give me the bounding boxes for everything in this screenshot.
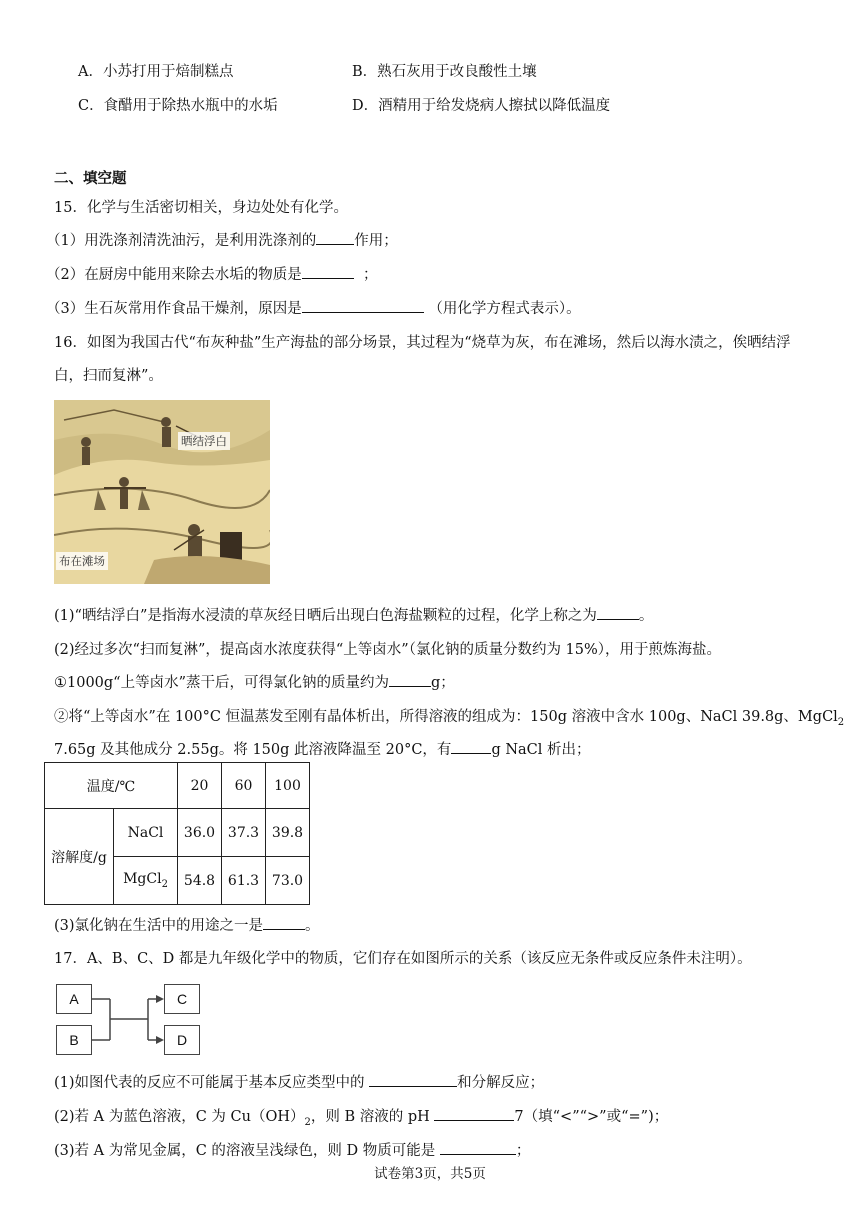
q15-part3: （3）生石灰常用作食品干燥剂，原因是 （用化学方程式表示）。 <box>46 297 581 318</box>
table-value-cell: 39.8 <box>266 809 310 857</box>
table-mgcl2-label: MgCl$_2$ <box>114 857 178 905</box>
diagram-box-b: B <box>56 1025 92 1055</box>
answer-blank[interactable] <box>451 739 491 754</box>
answer-blank[interactable] <box>440 1140 516 1155</box>
table-value-cell: 73.0 <box>266 857 310 905</box>
option-d: D．酒精用于给发烧病人擦拭以降低温度 <box>352 98 611 114</box>
q15-stem: 15．化学与生活密切相关，身边处处有化学。 <box>54 200 348 216</box>
table-nacl-label: NaCl <box>114 809 178 857</box>
answer-blank[interactable] <box>434 1106 514 1121</box>
q16-part1: (1)“晒结浮白”是指海水浸渍的草灰经日晒后出现白色海盐颗粒的过程，化学上称之为 。 <box>54 604 653 625</box>
caption-bu-zai-tan-chang: 布在滩场 <box>56 552 108 570</box>
table-value-cell: 54.8 <box>178 857 222 905</box>
table-temp-header: 温度/℃ <box>45 763 178 809</box>
answer-blank[interactable] <box>369 1072 457 1087</box>
q16-part2b-line1: ②将“上等卤水”在 100°C 恒温蒸发至刚有晶体析出，所得溶液的组成为：150g 溶液中含水 100g、NaCl 39.8g、MgCl$_2$ <box>54 709 845 728</box>
q15-part2: （2）在厨房中能用来除去水垢的物质是 ； <box>46 263 377 284</box>
answer-blank[interactable] <box>389 672 431 687</box>
q16-part2b-line2: 7.65g 及其他成分 2.55g。将 150g 此溶液降温至 20°C，有 g NaCl 析出； <box>54 738 591 759</box>
solubility-table <box>44 762 310 905</box>
option-b: B．熟石灰用于改良酸性土壤 <box>352 64 537 80</box>
answer-blank[interactable] <box>263 915 305 930</box>
option-a: A．小苏打用于焙制糕点 <box>78 64 234 80</box>
diagram-box-c: C <box>164 984 200 1014</box>
q16-part2: (2)经过多次“扫而复淋”，提高卤水浓度获得“上等卤水”（氯化钠的质量分数约为 15%），用于煎炼海盐。 <box>54 642 722 658</box>
option-c: C．食醋用于除热水瓶中的水垢 <box>78 98 278 114</box>
table-temp-cell: 100 <box>266 763 310 809</box>
q17-part3: (3)若 A 为常见金属，C 的溶液呈浅绿色，则 D 物质可能是 ； <box>54 1139 530 1160</box>
q16-stem-line2: 白，扫而复淋”。 <box>54 368 163 384</box>
caption-shai-jie-fu-bai: 晒结浮白 <box>178 432 230 450</box>
table-value-cell: 36.0 <box>178 809 222 857</box>
answer-blank[interactable] <box>302 298 424 313</box>
q15-part1: （1）用洗涤剂清洗油污，是利用洗涤剂的 作用； <box>46 229 398 250</box>
answer-blank[interactable] <box>302 264 354 279</box>
q17-stem: 17．A、B、C、D 都是九年级化学中的物质，它们存在如图所示的关系（该反应无条件或反应条件未注明）。 <box>54 951 752 967</box>
q17-part1: (1)如图代表的反应不可能属于基本反应类型中的 和分解反应； <box>54 1071 544 1092</box>
section-title: 二、填空题 <box>54 170 127 187</box>
table-temp-cell: 20 <box>178 763 222 809</box>
q16-part2a: ①1000g“上等卤水”蒸干后，可得氯化钠的质量约为 g； <box>54 671 455 692</box>
page-footer: 试卷第3页，共5页 <box>374 1166 486 1182</box>
table-value-cell: 37.3 <box>222 809 266 857</box>
q17-part2: (2)若 A 为蓝色溶液，C 为 $Cu(OH)_2$，则 B 溶液的 pH 7（填“<”“>”或“=”)； <box>54 1105 668 1128</box>
table-value-cell: 61.3 <box>222 857 266 905</box>
answer-blank[interactable] <box>597 605 639 620</box>
q16-stem-line1: 16．如图为我国古代“布灰种盐”生产海盐的部分场景，其过程为“烧草为灰，布在滩场，然后以海水渍之，俟晒结浮 <box>54 335 791 351</box>
table-solubility-label: 溶解度/g <box>45 809 114 905</box>
q16-part3: (3)氯化钠在生活中的用途之一是 。 <box>54 914 320 935</box>
reaction-arrows <box>90 984 166 1056</box>
table-temp-cell: 60 <box>222 763 266 809</box>
answer-blank[interactable] <box>316 230 354 245</box>
diagram-box-a: A <box>56 984 92 1014</box>
diagram-box-d: D <box>164 1025 200 1055</box>
